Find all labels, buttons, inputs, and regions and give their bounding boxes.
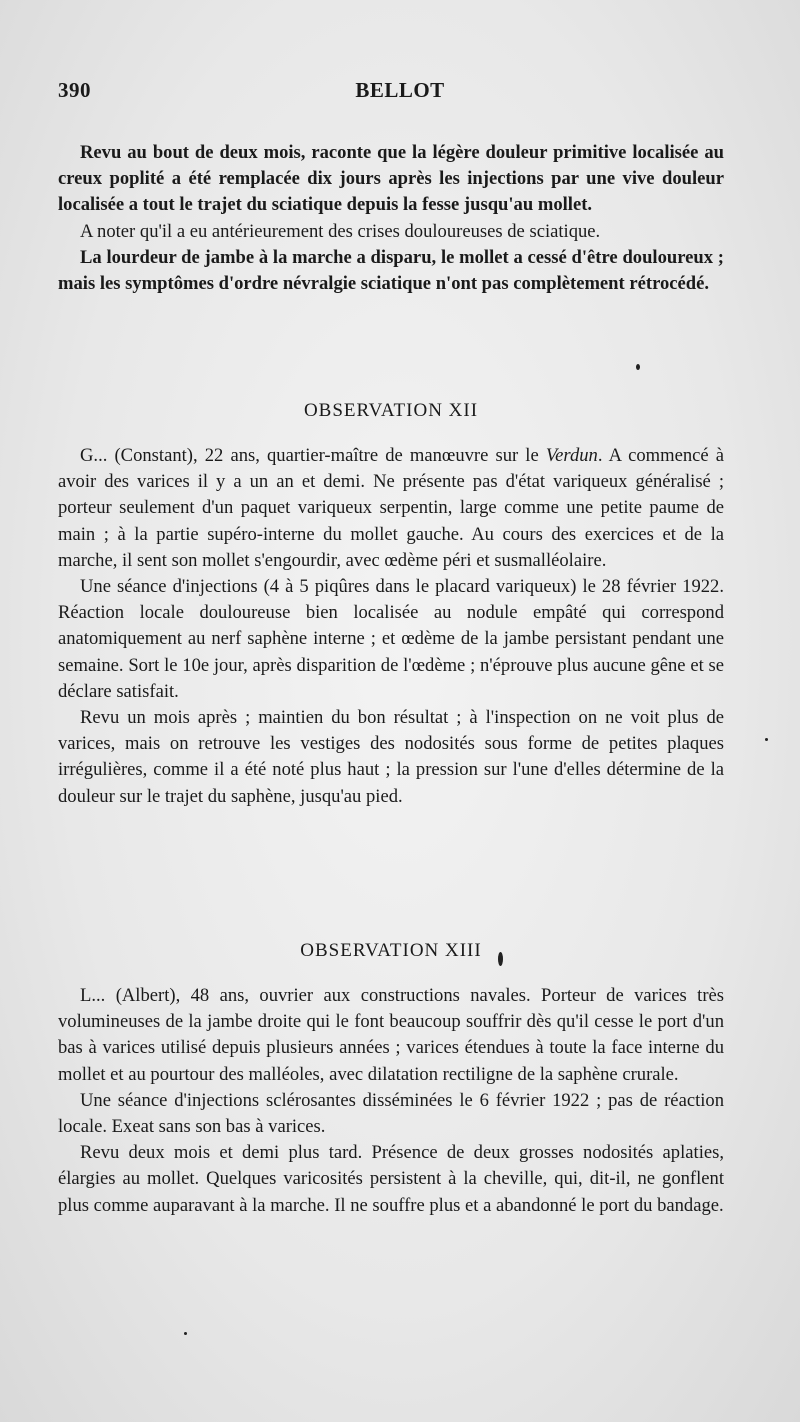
page-number: 390	[58, 78, 91, 102]
observation-13-body	[58, 983, 724, 1219]
running-head: BELLOT	[355, 78, 445, 102]
intro-paragraph-1: Revu au bout de deux mois, raconte que la légère douleur primitive localisée au creux poplité a été remplacée dix jours après les injections par une vive douleur localisée a tout le trajet du sciatique depuis la fesse jusqu'au mollet.	[58, 142, 724, 216]
ink-speck	[636, 364, 640, 370]
ink-speck	[184, 1332, 187, 1335]
page-header	[58, 78, 742, 108]
observation-12-title: OBSERVATION XII	[303, 400, 479, 421]
observation-13-paragraph-1: L... (Albert), 48 ans, ouvrier aux constructions navales. Porteur de varices très volumineuses de la jambe droite qui le font beaucoup souffrir dès qu'il cesse le port d'un bas à varices utilisé depuis plusieurs années ; varices étendues à toute la face interne du mollet et au pourtour des malléoles, avec dilatation rectiligne de la saphène crurale.	[58, 985, 724, 1085]
observation-12-paragraph-1	[58, 443, 724, 574]
observation-13-title: OBSERVATION XIII	[300, 940, 482, 961]
ink-speck	[765, 738, 768, 741]
intro-section	[58, 140, 724, 297]
observation-13-paragraph-2: Une séance d'injections sclérosantes disséminées le 6 février 1922 ; pas de réaction locale. Exeat sans son bas à varices.	[58, 1089, 724, 1138]
observation-12-p1-start: G... (Constant), 22 ans, quartier-maître de manœuvre sur le	[80, 445, 546, 466]
intro-paragraph-2: A noter qu'il a eu antérieurement des crises douloureuses de sciatique.	[80, 220, 601, 242]
ship-name: Verdun	[545, 445, 598, 466]
observation-12-p1-rest: . A commencé à avoir des varices il y a un an et demi. Ne présente pas d'état variqueux généralisé ; porteur seulement d'un paquet variqueux serpentin, large comme une petite paume de main ; à la partie supéro-interne du mollet gauche. Au cours des exercices et de la marche, il sent son mollet s'engourdir, avec œdème péri et susmalléolaire.	[58, 445, 724, 571]
observation-12-body	[58, 443, 724, 810]
ink-speck	[498, 952, 503, 966]
intro-paragraph-3: La lourdeur de jambe à la marche a disparu, le mollet a cessé d'être douloureux ; mais les symptômes d'ordre névralgie sciatique n'ont pas complètement rétrocédé.	[58, 246, 724, 295]
observation-12-paragraph-3: Revu un mois après ; maintien du bon résultat ; à l'inspection on ne voit plus de varices, mais on retrouve les vestiges des nodosités sous forme de petites plaques irrégulières, comme il a été noté plus haut ; la pression sur l'une d'elles détermine de la douleur sur le trajet du saphène, jusqu'au pied.	[58, 707, 724, 807]
observation-13-paragraph-3: Revu deux mois et demi plus tard. Présence de deux grosses nodosités aplaties, élargies au mollet. Quelques varicosités persistent à la cheville, qui, dit-il, ne gonflent plus comme auparavant à la marche. Il ne souffre plus et a abandonné le port du bandage.	[58, 1142, 724, 1216]
observation-12-paragraph-2: Une séance d'injections (4 à 5 piqûres dans le placard variqueux) le 28 février 1922. Réaction locale douloureuse bien localisée au nodule empâté qui correspond anatomiquement au nerf saphène interne ; et œdème de la jambe persistant pendant une semaine. Sort le 10e jour, après disparition de l'œdème ; n'éprouve plus aucune gêne et se déclare satisfait.	[58, 576, 724, 702]
